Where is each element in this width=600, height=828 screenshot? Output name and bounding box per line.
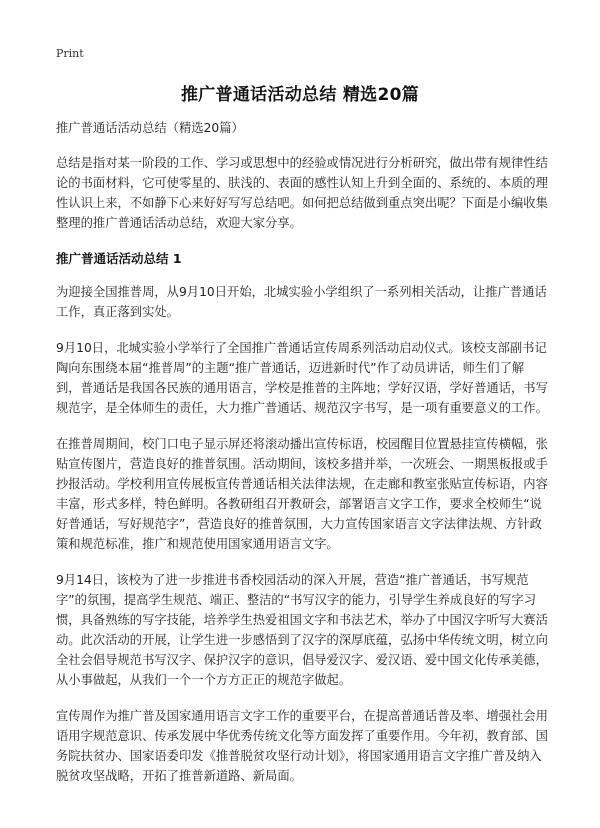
section-heading: 推广普通话活动总结 1 [56,251,182,266]
body-paragraph: 在推普周期间，校门口电子显示屏还将滚动播出宣传标语，校园醒目位置悬挂宣传横幅，张贴宣传图片，营造良好的推普氛围。活动期间，该校多措并举，一次班会、一期黑板报或手抄报活动。学校利用宣传展板宣传普通话相关法律法规，在走廊和教室张贴宣传标语，内容丰富，形式多样，特色鲜明。各教研组召开教研会，部署语言文字工作，要求全校师生“说好普通话，写好规范字”，营造良好的推普氛围，大力宣传国家语言文字法律法规、方针政策和规范标准，推广和规范使用国家通用语言文字。 [56,437,548,551]
body-paragraph: 9月14日，该校为了进一步推进书香校园活动的深入开展，营造“推广普通话，书写规范字”的氛围，提高学生规范、端正、整洁的“书写汉字的能力，引导学生养成良好的写字习惯，具备熟练的写字技能，培养学生热爱祖国文字和书法艺术，举办了中国汉字听写大赛活动。此次活动的开展，让学生进一步感悟到了汉字的深厚底蕴，弘扬中华传统文明，树立向全社会倡导规范书写汉字、保护汉字的意识，倡导爱汉字、爱汉语、爱中国文化传承美德，从小事做起，从我们一个一个方方正正的规范字做起。 [56,573,548,687]
page-title: 推广普通话活动总结 精选20篇 [180,85,420,105]
body-paragraph: 为迎接全国推普周，从9月10日开始，北城实验小学组织了一系列相关活动，让推广普通话工作，真正落到实处。 [56,285,547,319]
intro-paragraph: 总结是指对某一阶段的工作、学习或思想中的经验或情况进行分析研究，做出带有规律性结论的书面材料，它可使零星的、肤浅的、表面的感性认知上升到全面的、系统的、本质的理性认识上来，不如静下心来好好写写总结吧。如何把总结做到重点突出呢？下面是小编收集整理的推广普通话活动总结，欢迎大家分享。 [56,156,548,230]
article-body [56,118,548,802]
body-paragraph: 9月10日，北城实验小学举行了全国推广普通话宣传周系列活动启动仪式。该校支部副书记陶向东围绕本届“推普周”的主题“推广普通话，迈进新时代”作了动员讲话，师生们了解到，普通话是我国各民族的通用语言，学校是推普的主阵地；学好汉语，学好普通话，书写规范字，是全体师生的责任，大力推广普通话、规范汉字书写，是一项有重要意义的工作。 [56,341,548,415]
print-link[interactable]: Print [56,47,84,60]
body-paragraph: 宣传周作为推广普及国家通用语言文字工作的重要平台，在提高普通话普及率、增强社会用语用字规范意识、传承发展中华优秀传统文化等方面发挥了重要作用。今年初，教育部、国务院扶贫办、国家语委印发《推普脱贫攻坚行动计划》，将国家通用语言文字推广普及纳入脱贫攻坚战略，开拓了推普新道路、新局面。 [56,709,548,783]
document-subtitle: 推广普通话活动总结（精选20篇） [56,121,244,135]
